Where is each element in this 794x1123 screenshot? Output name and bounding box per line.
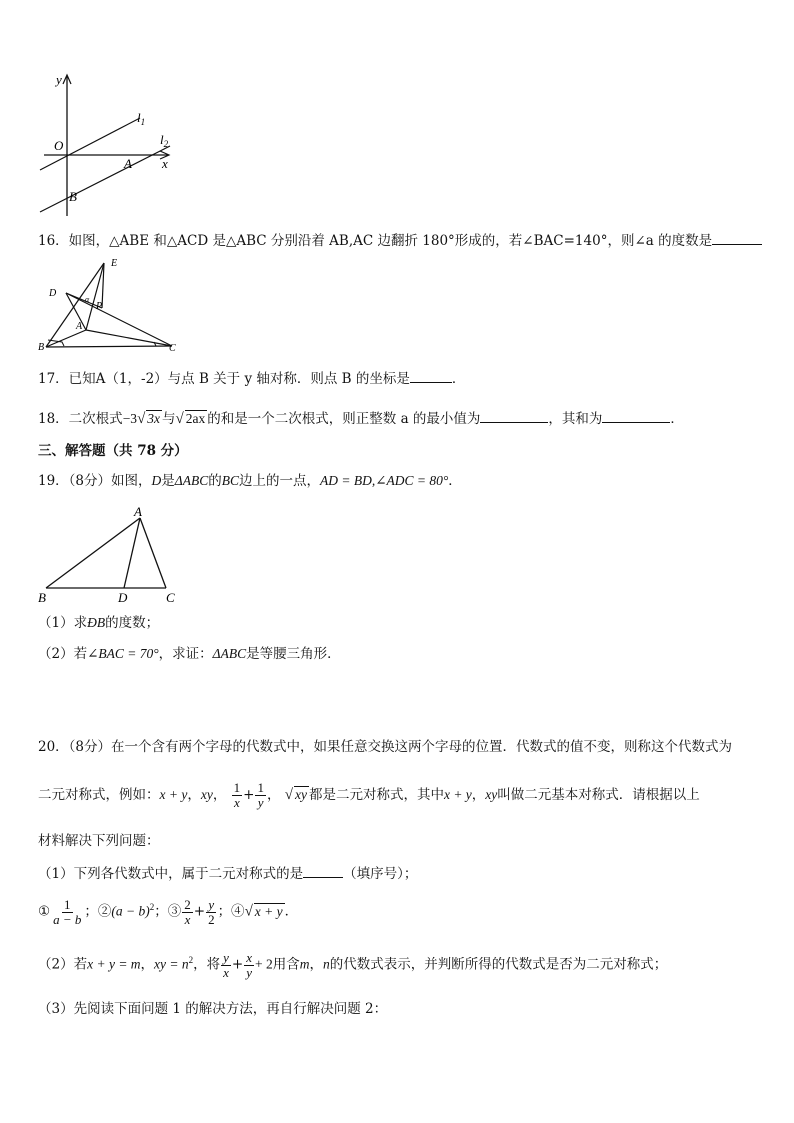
- question-17-text: 17．已知A（1，-2）与点 B 关于 y 轴对称．则点 B 的坐标是: [38, 371, 410, 387]
- figure-q15: [36, 70, 181, 220]
- label-b: B: [38, 590, 46, 605]
- label-b: B: [38, 342, 45, 353]
- radical-icon: √: [284, 787, 293, 803]
- label-c: C: [169, 343, 176, 354]
- question-20-options: ① $\frac{1}{a - b}$ ；②(a − b)$^2$；③ $\frac{2}{x}$ + $\frac{y}{2}$ ；④√ x + y ．: [38, 896, 299, 927]
- label-d: D: [49, 288, 57, 299]
- question-20-part-1: （1）下列各代数式中，属于二元对称式的是 （填序号）；: [38, 863, 417, 883]
- label-c: C: [166, 590, 175, 605]
- fraction-x-over-y: $\frac{x}{y}$: [246, 949, 253, 980]
- question-17: 17．已知A（1，-2）与点 B 关于 y 轴对称．则点 B 的坐标是 ．: [38, 368, 465, 388]
- label-x: x: [162, 156, 168, 171]
- section-heading: 三、解答题（共 78 分）: [38, 443, 188, 459]
- figure-q19: [36, 504, 186, 606]
- answer-blank-18b[interactable]: [602, 408, 670, 423]
- question-19-part-1: （1）求ÐB的度数；: [38, 615, 160, 631]
- answer-blank-20-1[interactable]: [303, 863, 343, 878]
- question-16: [38, 230, 762, 250]
- question-16-text: 16．如图，△ABE 和△ACD 是△ABC 分别沿着 AB,AC 边翻折 180°形成的，若∠BAC=140°，则∠a 的度数是: [38, 233, 713, 249]
- fraction-1-over-y: $\frac{1}{y}$: [257, 780, 264, 810]
- radical-icon: √: [175, 411, 184, 427]
- question-20-line-1: 20．（8分）在一个含有两个字母的代数式中，如果任意交换这两个字母的位置．代数式的值不变，则称这个代数式为: [38, 739, 733, 755]
- option-3-fraction-a: $\frac{2}{x}$: [184, 896, 191, 927]
- question-18: 18．二次根式−3√ 3x 与√ 2ax 的和是一个二次根式，则正整数 a 的最小值为 ，其和为 ．: [38, 408, 684, 428]
- fraction-y-over-x: $\frac{y}{x}$: [223, 949, 229, 980]
- question-20-part-3: （3）先阅读下面问题 1 的解决方法，再自行解决问题 2：: [38, 1001, 388, 1017]
- label-d: D: [118, 590, 128, 605]
- figure-q16: [36, 254, 186, 356]
- label-l1: $l_1$: [137, 110, 146, 127]
- label-y: y: [56, 72, 62, 87]
- radical-icon: √: [137, 411, 146, 427]
- option-1-fraction: $\frac{1}{a - b}$: [53, 896, 82, 927]
- label-alpha: α: [85, 295, 90, 304]
- question-20-part-2: （2）若x + y = m，xy = $n^2$，将 $\frac{y}{x}$ + $\frac{x}{y}$ + 2用含m，n的代数式表示，并判断所得的代数式是否为二元对称式；: [38, 949, 668, 980]
- question-19-part-2: （2）若∠BAC = 70°，求证：ΔABC是等腰三角形．: [38, 646, 341, 662]
- question-20-line-2: 二元对称式，例如：x + y，xy， $\frac{1}{x}$ + $\frac{1}{y}$ ， √ xy 都是二元对称式，其中x + y，xy叫做二元基本对称式．请根据以上: [38, 780, 700, 810]
- label-origin: O: [54, 138, 64, 153]
- question-19: 19．（8分）如图，D是ΔABC的BC边上的一点，AD = BD,∠ADC = 80°．: [38, 473, 462, 489]
- answer-blank-18a[interactable]: [480, 408, 548, 423]
- label-e: E: [111, 258, 118, 269]
- label-a: A: [134, 504, 142, 519]
- option-3-fraction-b: $\frac{y}{2}$: [208, 896, 215, 927]
- label-p: P: [96, 301, 103, 312]
- question-20-line-3: 材料解决下列问题：: [38, 833, 160, 849]
- label-a: A: [124, 156, 132, 171]
- answer-blank-17[interactable]: [410, 368, 452, 383]
- label-l2: $l_2$: [160, 132, 169, 149]
- fraction-1-over-x: $\frac{1}{x}$: [233, 780, 241, 810]
- radical-icon: √: [244, 903, 253, 920]
- answer-blank-16[interactable]: [712, 230, 762, 245]
- label-b: B: [69, 189, 77, 204]
- line-l2: [40, 146, 170, 212]
- label-a: A: [76, 321, 83, 332]
